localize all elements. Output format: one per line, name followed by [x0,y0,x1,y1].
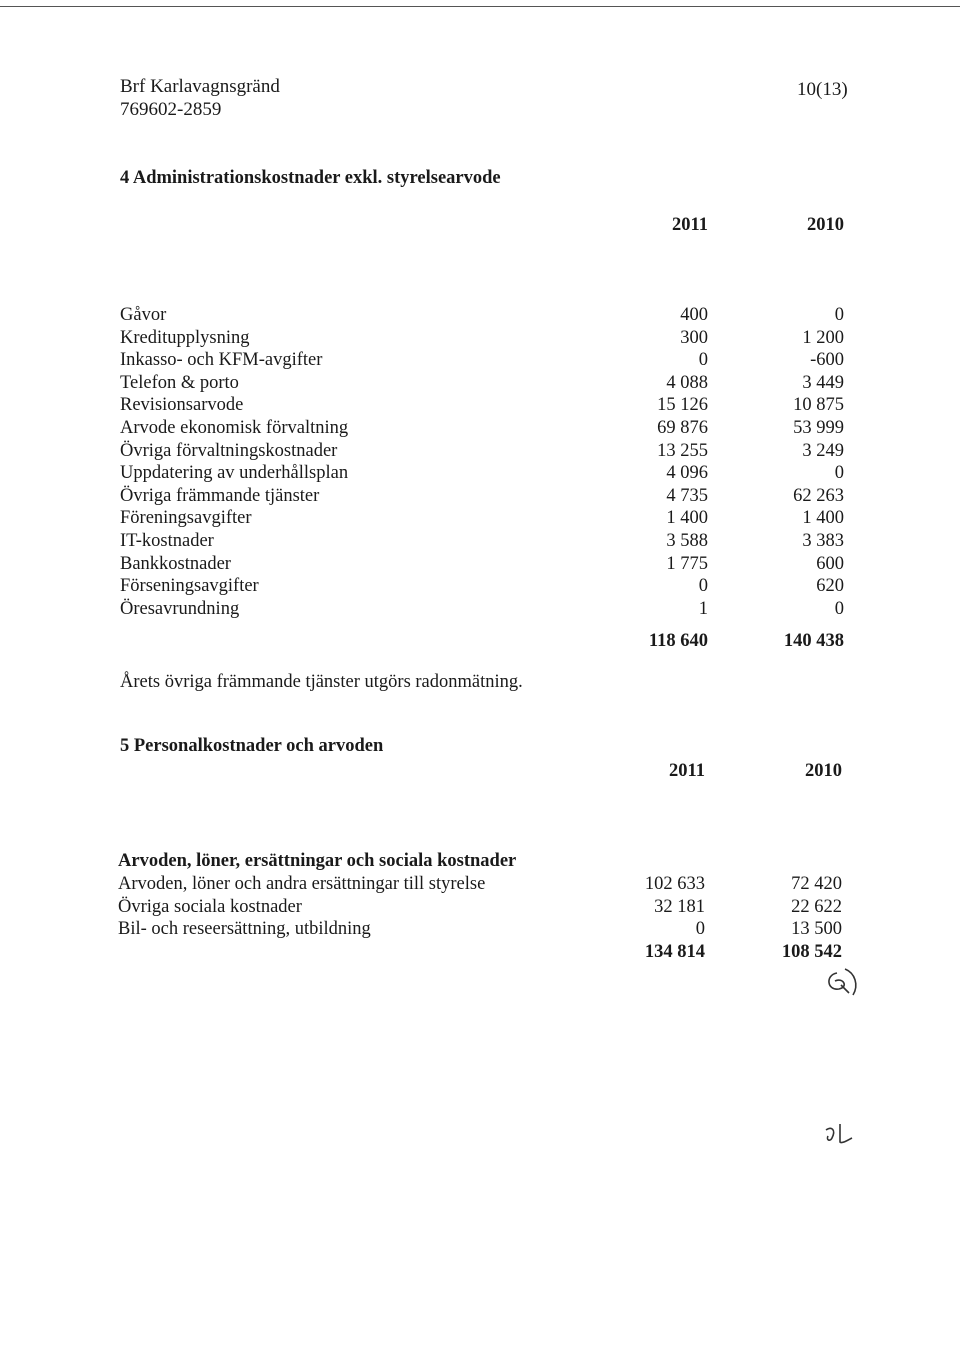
value-2011: 1 400 [666,508,708,529]
section5-title: 5 Personalkostnader och arvoden [120,736,384,756]
row-label: Uppdatering av underhållsplan [120,463,349,484]
org-number: 769602-2859 [120,99,222,120]
section4-total-2010: 140 438 [783,631,844,651]
table-row [120,440,845,463]
table-row [120,327,845,350]
row-label: Gåvor [120,305,167,325]
table-row [120,417,845,440]
value-2011: 4 088 [666,372,708,393]
section4-rows [120,304,845,620]
value-2010: 3 449 [802,372,844,393]
table-row [120,349,845,372]
value-2010: 22 622 [791,896,842,917]
section5-table [118,873,845,941]
table-row [120,507,845,530]
section4-total-2011: 118 640 [648,631,708,651]
value-2010: 0 [834,305,844,325]
org-name: Brf Karlavagnsgränd [120,76,280,97]
value-2010: 1 200 [802,327,844,348]
table-row [120,553,845,576]
value-2011: 3 588 [666,530,708,551]
table-row [120,530,845,553]
row-label: IT-kostnader [120,530,214,551]
row-label: Bankkostnader [120,553,231,574]
section5-col-2011: 2011 [669,761,705,781]
table-row [120,598,845,621]
value-2011: 400 [680,305,708,325]
section4-col-2010: 2010 [807,215,844,235]
row-label: Öresavrundning [120,598,240,619]
section5-col-2010: 2010 [805,761,842,781]
value-2010: -600 [810,350,844,371]
row-label: Kreditupplysning [120,327,250,348]
row-label: Revisionsarvode [120,395,244,416]
row-label: Telefon & porto [120,372,239,393]
value-2011: 102 633 [644,874,705,894]
value-2011: 0 [695,919,705,940]
section4-note: Årets övriga främmande tjänster utgörs radonmätning. [120,672,523,692]
row-label: Förseningsavgifter [120,576,259,597]
row-label: Föreningsavgifter [120,508,252,529]
row-label: Arvoden, löner och andra ersättningar till styrelse [118,874,486,894]
value-2011: 32 181 [654,896,705,917]
table-row [120,372,845,395]
value-2011: 0 [698,350,708,371]
value-2011: 4 096 [666,463,708,484]
handwritten-initial-mark [815,955,875,1000]
value-2010: 3 249 [802,440,844,461]
table-row [120,304,845,327]
table-row [120,575,845,598]
value-2011: 1 775 [666,553,708,574]
value-2011: 13 255 [657,440,708,461]
value-2011: 0 [698,576,708,597]
value-2010: 620 [816,576,844,597]
value-2010: 72 420 [791,874,842,894]
value-2010: 0 [834,463,844,484]
value-2011: 15 126 [657,395,708,416]
value-2011: 4 735 [666,485,708,506]
section4-table [120,304,845,620]
section4-title: 4 Administrationskostnader exkl. styrelsearvode [120,168,501,188]
value-2011: 300 [680,327,708,348]
value-2011: 1 [698,598,708,619]
table-row [120,462,845,485]
value-2010: 3 383 [802,530,844,551]
row-label: Inkasso- och KFM-avgifter [120,350,323,371]
value-2010: 600 [816,553,844,574]
table-row [118,918,845,941]
handwritten-signature-initials [822,1120,862,1150]
section5-total-2011: 134 814 [644,942,705,962]
value-2010: 62 263 [793,485,844,506]
section5-group-heading: Arvoden, löner, ersättningar och sociala kostnader [118,851,517,871]
table-row [120,394,845,417]
row-label: Övriga sociala kostnader [118,896,302,917]
value-2011: 69 876 [657,417,708,438]
row-label: Bil- och reseersättning, utbildning [118,919,371,940]
value-2010: 0 [834,598,844,619]
scan-top-rule [0,6,960,7]
section5-total-2010: 108 542 [781,942,842,962]
value-2010: 1 400 [802,508,844,529]
table-row [120,485,845,508]
row-label: Arvode ekonomisk förvaltning [120,417,349,438]
section4-col-2011: 2011 [672,215,708,235]
section5-rows [118,873,845,941]
row-label: Övriga främmande tjänster [120,485,320,506]
value-2010: 10 875 [793,395,844,416]
table-row [118,896,845,919]
row-label: Övriga förvaltningskostnader [120,440,338,461]
value-2010: 13 500 [791,919,842,940]
value-2010: 53 999 [793,417,844,438]
page-number: 10(13) [797,79,848,100]
table-row [118,873,845,896]
